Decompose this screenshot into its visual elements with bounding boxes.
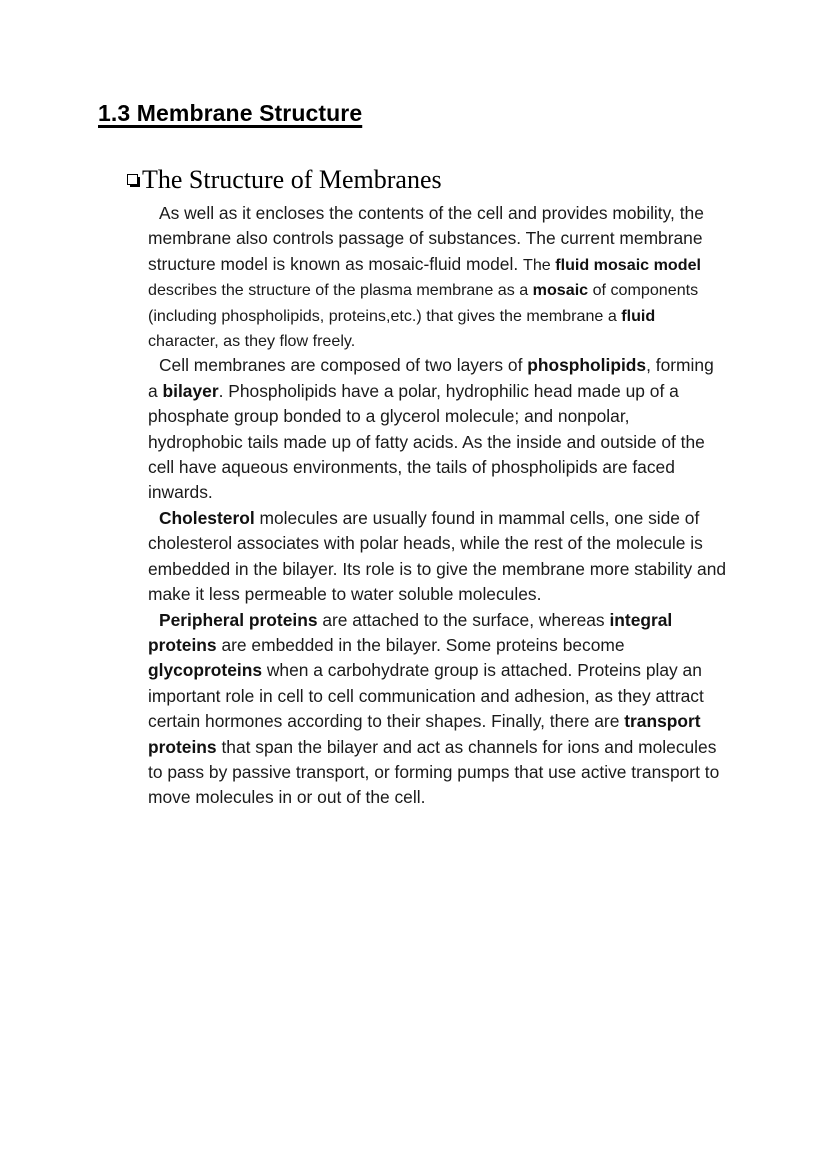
document-body [127, 165, 728, 811]
phospholipids-text-3: . Phospholipids have a polar, hydrophilic head made up of a phosphate group bonded to a glycerol molecule; and nonpolar, hydrophobic tails made up of fatty acids. As the inside and outside of the cell have aqueous environments, the tails of phospholipids are faced inwards. [148, 380, 705, 503]
term-fluid: fluid [621, 306, 656, 325]
definition-text-1: The [523, 255, 556, 274]
term-phospholipids: phospholipids [527, 355, 647, 376]
intro-text: As well as it encloses the contents of the cell and provides mobility, the membrane also controls passage of substances. The current membrane structure model is known as mosaic-fluid model. [148, 203, 704, 274]
definition-text-4: character, as they flow freely. [148, 332, 356, 351]
term-integral-proteins: integral proteins [148, 609, 673, 655]
proteins-text-2: are embedded in the bilayer. Some proteins become [216, 634, 625, 655]
paragraph-intro [148, 201, 728, 353]
phospholipids-text-2: , forming a [148, 355, 714, 401]
term-transport-proteins: transport proteins [148, 711, 701, 757]
body-text-block [127, 201, 728, 811]
term-fluid-mosaic-model: fluid mosaic model [555, 255, 701, 274]
term-glycoproteins: glycoproteins [148, 660, 263, 681]
term-bilayer: bilayer [162, 380, 219, 401]
phospholipids-text-1: Cell membranes are composed of two layers of [159, 355, 528, 376]
paragraph-phospholipids [148, 353, 728, 505]
paragraph-proteins [148, 608, 728, 811]
definition-text-2: describes the structure of the plasma membrane as a [148, 281, 533, 300]
square-shadow-bullet-icon [127, 174, 140, 187]
term-mosaic: mosaic [532, 281, 589, 300]
section-heading [127, 165, 728, 195]
page-title: 1.3 Membrane Structure [98, 100, 363, 126]
cholesterol-text-1: molecules are usually found in mammal cells, one side of cholesterol associates with polar heads, while the rest of the molecule is embedded in the bilayer. Its role is to give the membrane more stability and make it less permeable to water soluble molecules. [148, 507, 727, 605]
term-cholesterol: Cholesterol [159, 507, 255, 528]
proteins-text-3: when a carbohydrate group is attached. Proteins play an important role in cell to cell communication and adhesion, as they attract certain hormones according to their shapes. Finally, there are [148, 660, 704, 732]
proteins-text-1: are attached to the surface, whereas [317, 609, 610, 630]
section-heading-label: The Structure of Membranes [142, 165, 442, 194]
term-peripheral-proteins: Peripheral proteins [159, 609, 318, 630]
proteins-text-4: that span the bilayer and act as channels for ions and molecules to pass by passive transport, or forming pumps that use active transport to move molecules in or out of the cell. [148, 736, 720, 808]
paragraph-cholesterol [148, 506, 728, 608]
definition-text-3: of components (including phospholipids, proteins,etc.) that gives the membrane a [148, 281, 699, 325]
